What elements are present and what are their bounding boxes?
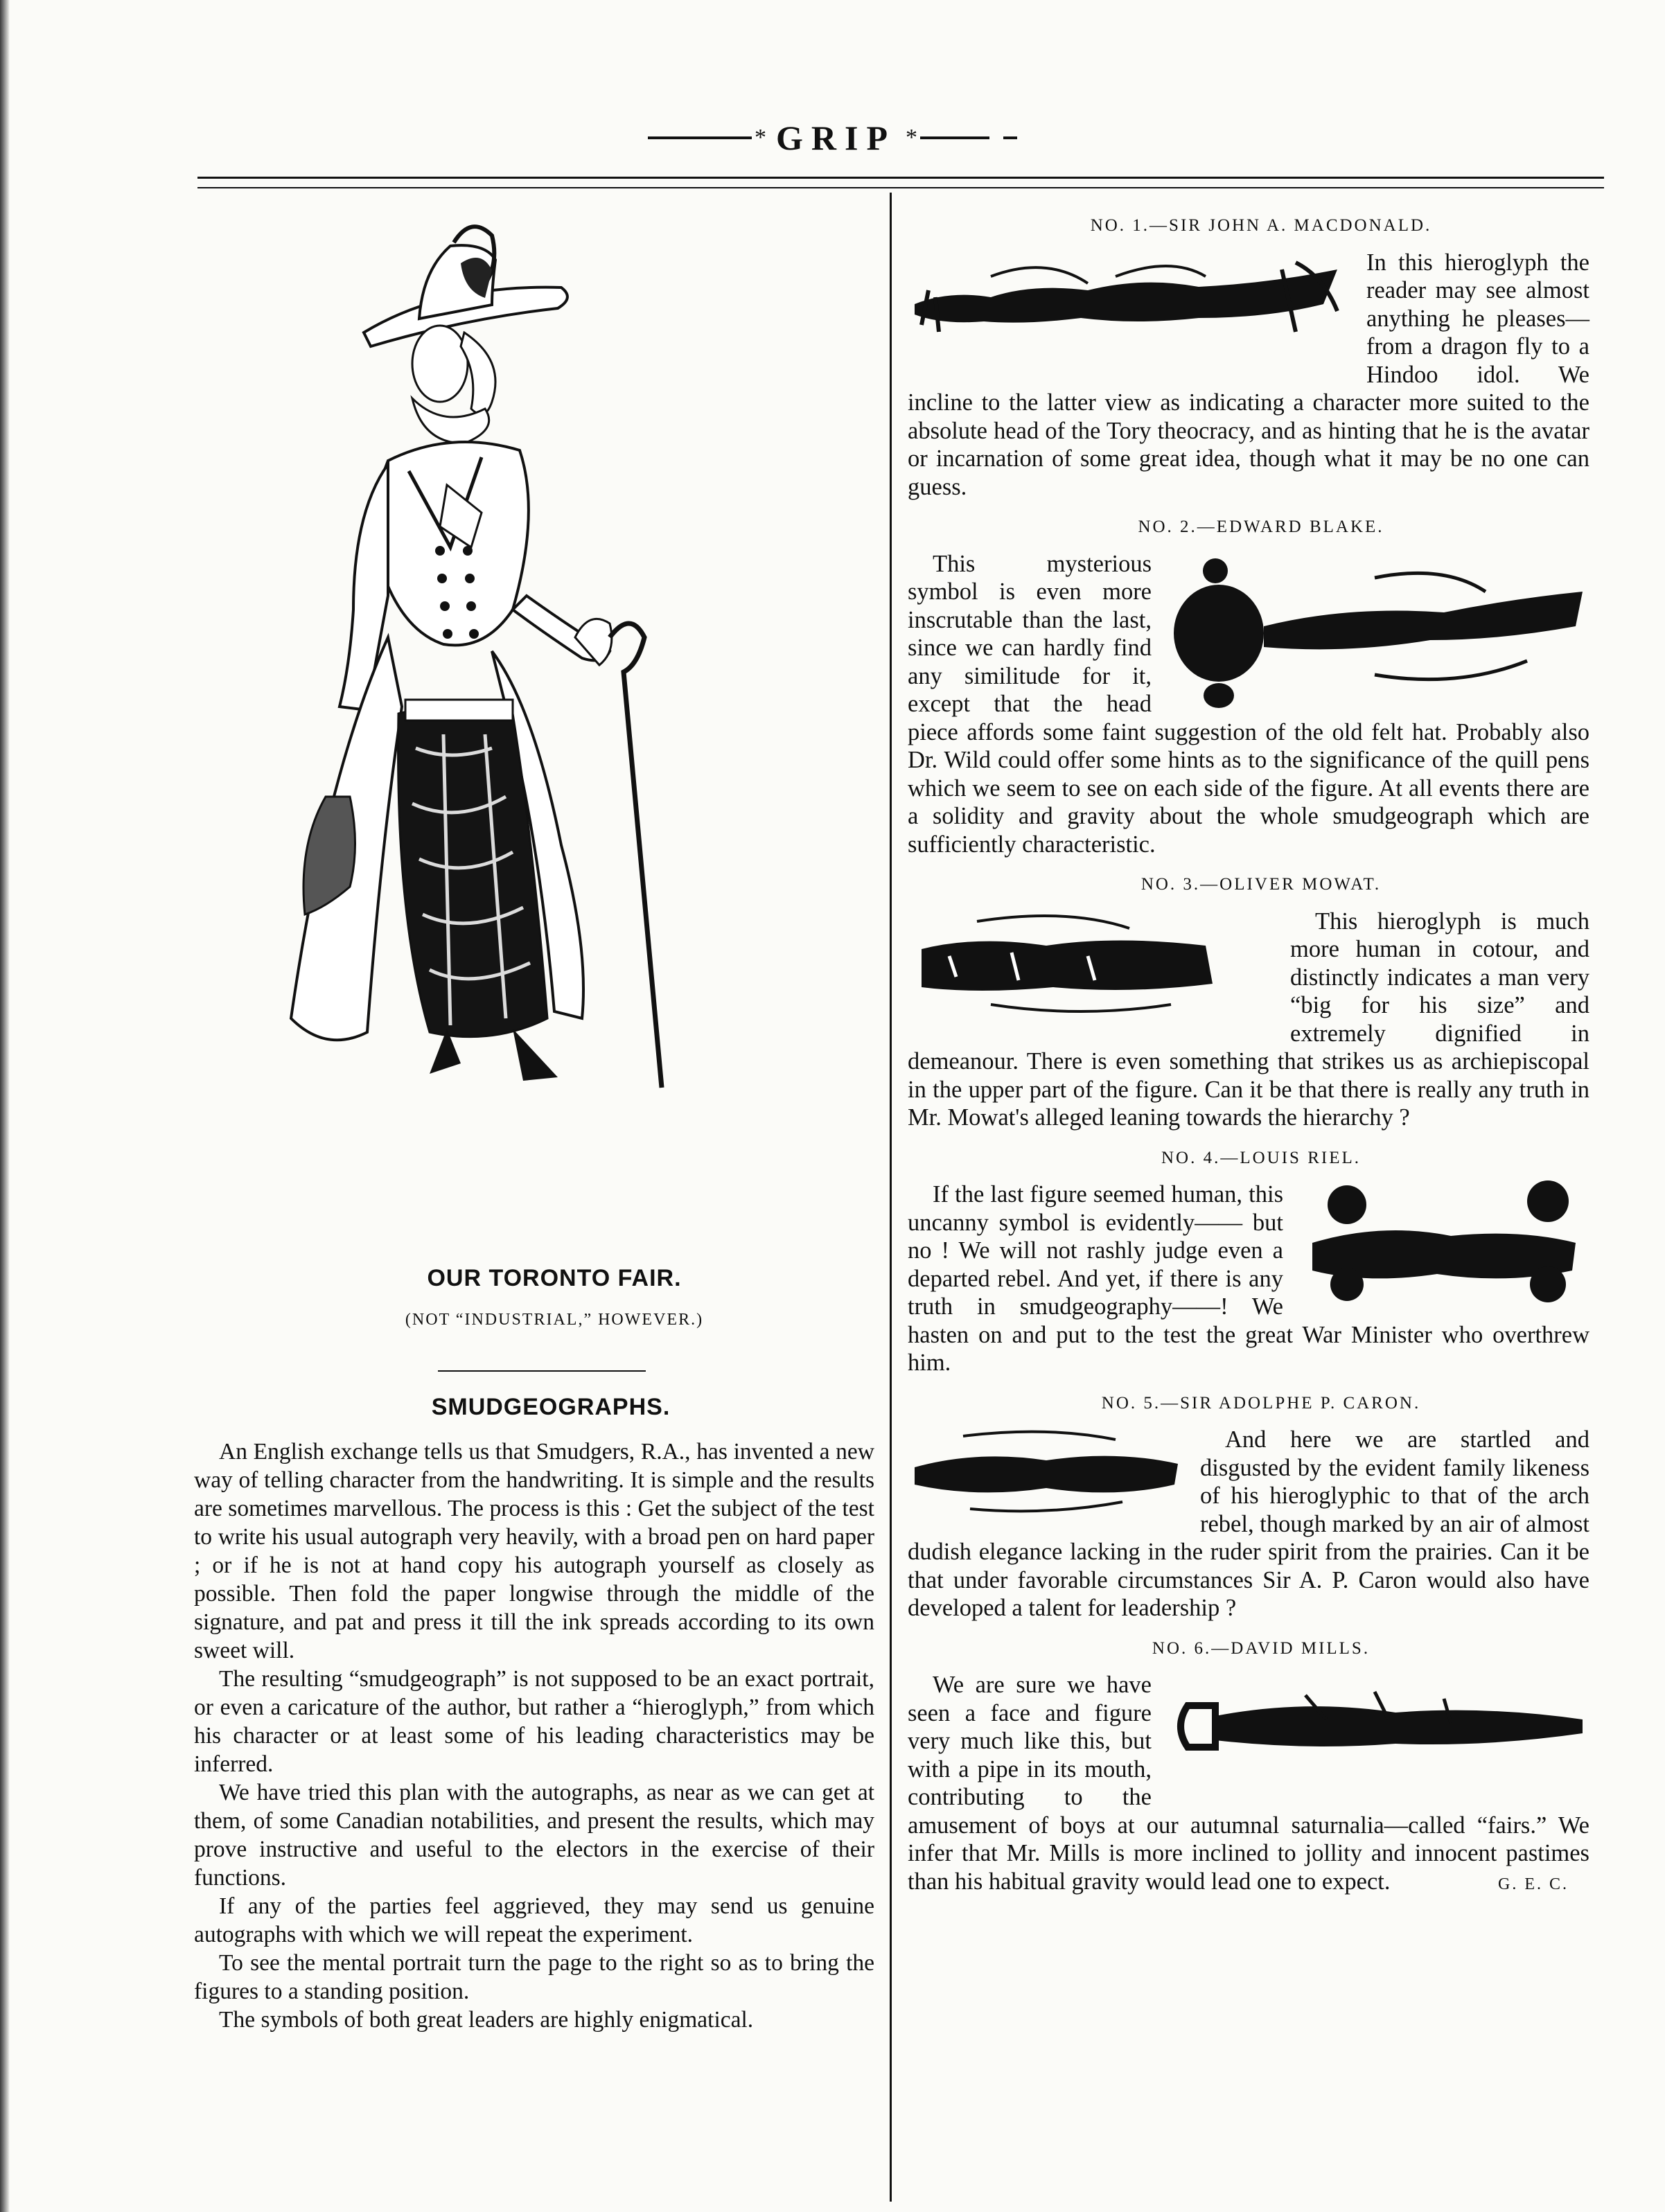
entry-label: NO. 4.—LOUIS RIEL. <box>1161 1148 1361 1167</box>
star-right: * <box>906 125 917 150</box>
woman-illustration <box>284 222 811 1233</box>
illustration-caption: OUR TORONTO FAIR. <box>427 1265 682 1291</box>
entry-text: This mysterious symbol is even more inscrutable than the last, since we can hardly find any similitude for it, except that the head piece affords some faint suggestion of the old felt hat. Probably also Dr. Wild could offer some hints as to the significance of the quill pens which we seem to see on each side of the figure. At all events there are a solidity and gravity about the whole smudgeograph which are sufficiently characteristic. <box>908 550 1589 858</box>
article-heading: SMUDGEOGRAPHS. <box>431 1394 671 1420</box>
masthead-rule-left <box>648 136 752 139</box>
riel-smudgeograph <box>1298 1180 1589 1305</box>
macdonald-smudgeograph <box>908 249 1351 366</box>
entry-label: NO. 2.—EDWARD BLAKE. <box>1138 517 1384 536</box>
blake-smudgeograph <box>1167 550 1589 709</box>
entry-text: And here we are startled and disgusted by the evident family likeness of his hieroglyphic to that of the arch rebel, though marked by an air of almost dudish elegance lacking in the ruder spirit from the prairies. Can it be that under favorable circumstances Sir A. P. Caron would also have developed a talent for leadership ? <box>908 1426 1589 1621</box>
section-divider <box>438 1370 646 1372</box>
page-binding-edge <box>0 0 10 2212</box>
star-left: * <box>755 125 766 150</box>
column-divider <box>890 193 892 2202</box>
mowat-smudgeograph <box>908 908 1275 1018</box>
illustration-subcaption: (NOT “INDUSTRIAL,” HOWEVER.) <box>405 1311 704 1329</box>
masthead-rule-tail <box>1003 136 1017 139</box>
caron-smudgeograph <box>908 1426 1185 1516</box>
article-paragraph: We have tried this plan with the autographs, as near as we can get at them, of some Canadian notabilities, and present the results, which may prove instructive and useful to the electors in the exercise of their functions. <box>194 1780 874 1891</box>
header-rule-bottom <box>197 187 1604 188</box>
article-paragraph: To see the mental portrait turn the page to the right so as to bring the figures to a standing position. <box>194 1950 874 2004</box>
header-rule-top <box>197 177 1604 179</box>
entry-text: If the last figure seemed human, this uncanny symbol is evidently—— but no ! We will not rashly judge even a departed rebel. And yet, if there is any truth in smudgeography——! We hasten on and put to the test the great War Minister who overthrew him. <box>908 1181 1589 1376</box>
entry-text: We are sure we have seen a face and figure very much like this, but with a pipe in its mouth, contributing to the amusement of boys at our autumnal saturnalia—called “fairs.” We infer that Mr. Mills is more inclined to jollity and innocent pastimes than his habitual gravity would lead one to expect. <box>908 1672 1589 1895</box>
article-body <box>194 1437 874 2034</box>
entry-label: NO. 5.—SIR ADOLPHE P. CARON. <box>1101 1393 1421 1413</box>
masthead-title: GRIP <box>776 118 896 157</box>
masthead-rule-right <box>920 136 989 139</box>
article-paragraph: If any of the parties feel aggrieved, they may send us genuine autographs with which we will repeat the experiment. <box>194 1893 874 1947</box>
article-paragraph: The resulting “smudgeograph” is not supposed to be an exact portrait, or even a caricature of the author, but rather a “hieroglyph,” from which his character or at least some of his leading characteristics may be inferred. <box>194 1666 874 1777</box>
author-signature: G. E. C. <box>1498 1875 1569 1893</box>
entry-label: NO. 6.—DAVID MILLS. <box>1152 1638 1371 1658</box>
masthead <box>0 118 1665 158</box>
article-paragraph: The symbols of both great leaders are highly enigmatical. <box>219 2007 754 2033</box>
entry-label: NO. 1.—SIR JOHN A. MACDONALD. <box>1090 216 1432 235</box>
entry-label: NO. 3.—OLIVER MOWAT. <box>1140 875 1382 894</box>
article-paragraph: An English exchange tells us that Smudgers, R.A., has invented a new way of telling character from the handwriting. It is simple and the results are sometimes marvellous. The process is this : Get the subject of the test to write his usual autograph very heavily, with a broad pen on hard paper ; or if he is not at hand copy his autograph yourself as closely as possible. Then fold the paper longwise through the middle of the signature, and pat and press it till the ink spreads according to its own sweet will. <box>194 1439 874 1663</box>
entry-text: In this hieroglyph the reader may see almost anything he pleases—from a dragon fly to a Hindoo idol. We incline to the latter view as indicating a character more suited to the absolute head of the Tory theocracy, and as hinting that he is the avatar or incarnation of some great idea, though what it may be no one can guess. <box>908 249 1589 500</box>
mills-smudgeograph <box>1167 1671 1589 1782</box>
entry-text: This hieroglyph is much more human in cotour, and distinctly indicates a man very “big for his size” and extremely dignified in demeanour. There is even something that strikes us as archiepiscopal in the upper part of the figure. Can it be that there is really any truth in Mr. Mowat's alleged leaning towards the hierarchy ? <box>908 908 1589 1131</box>
smudgeograph-entries <box>908 212 1589 1899</box>
